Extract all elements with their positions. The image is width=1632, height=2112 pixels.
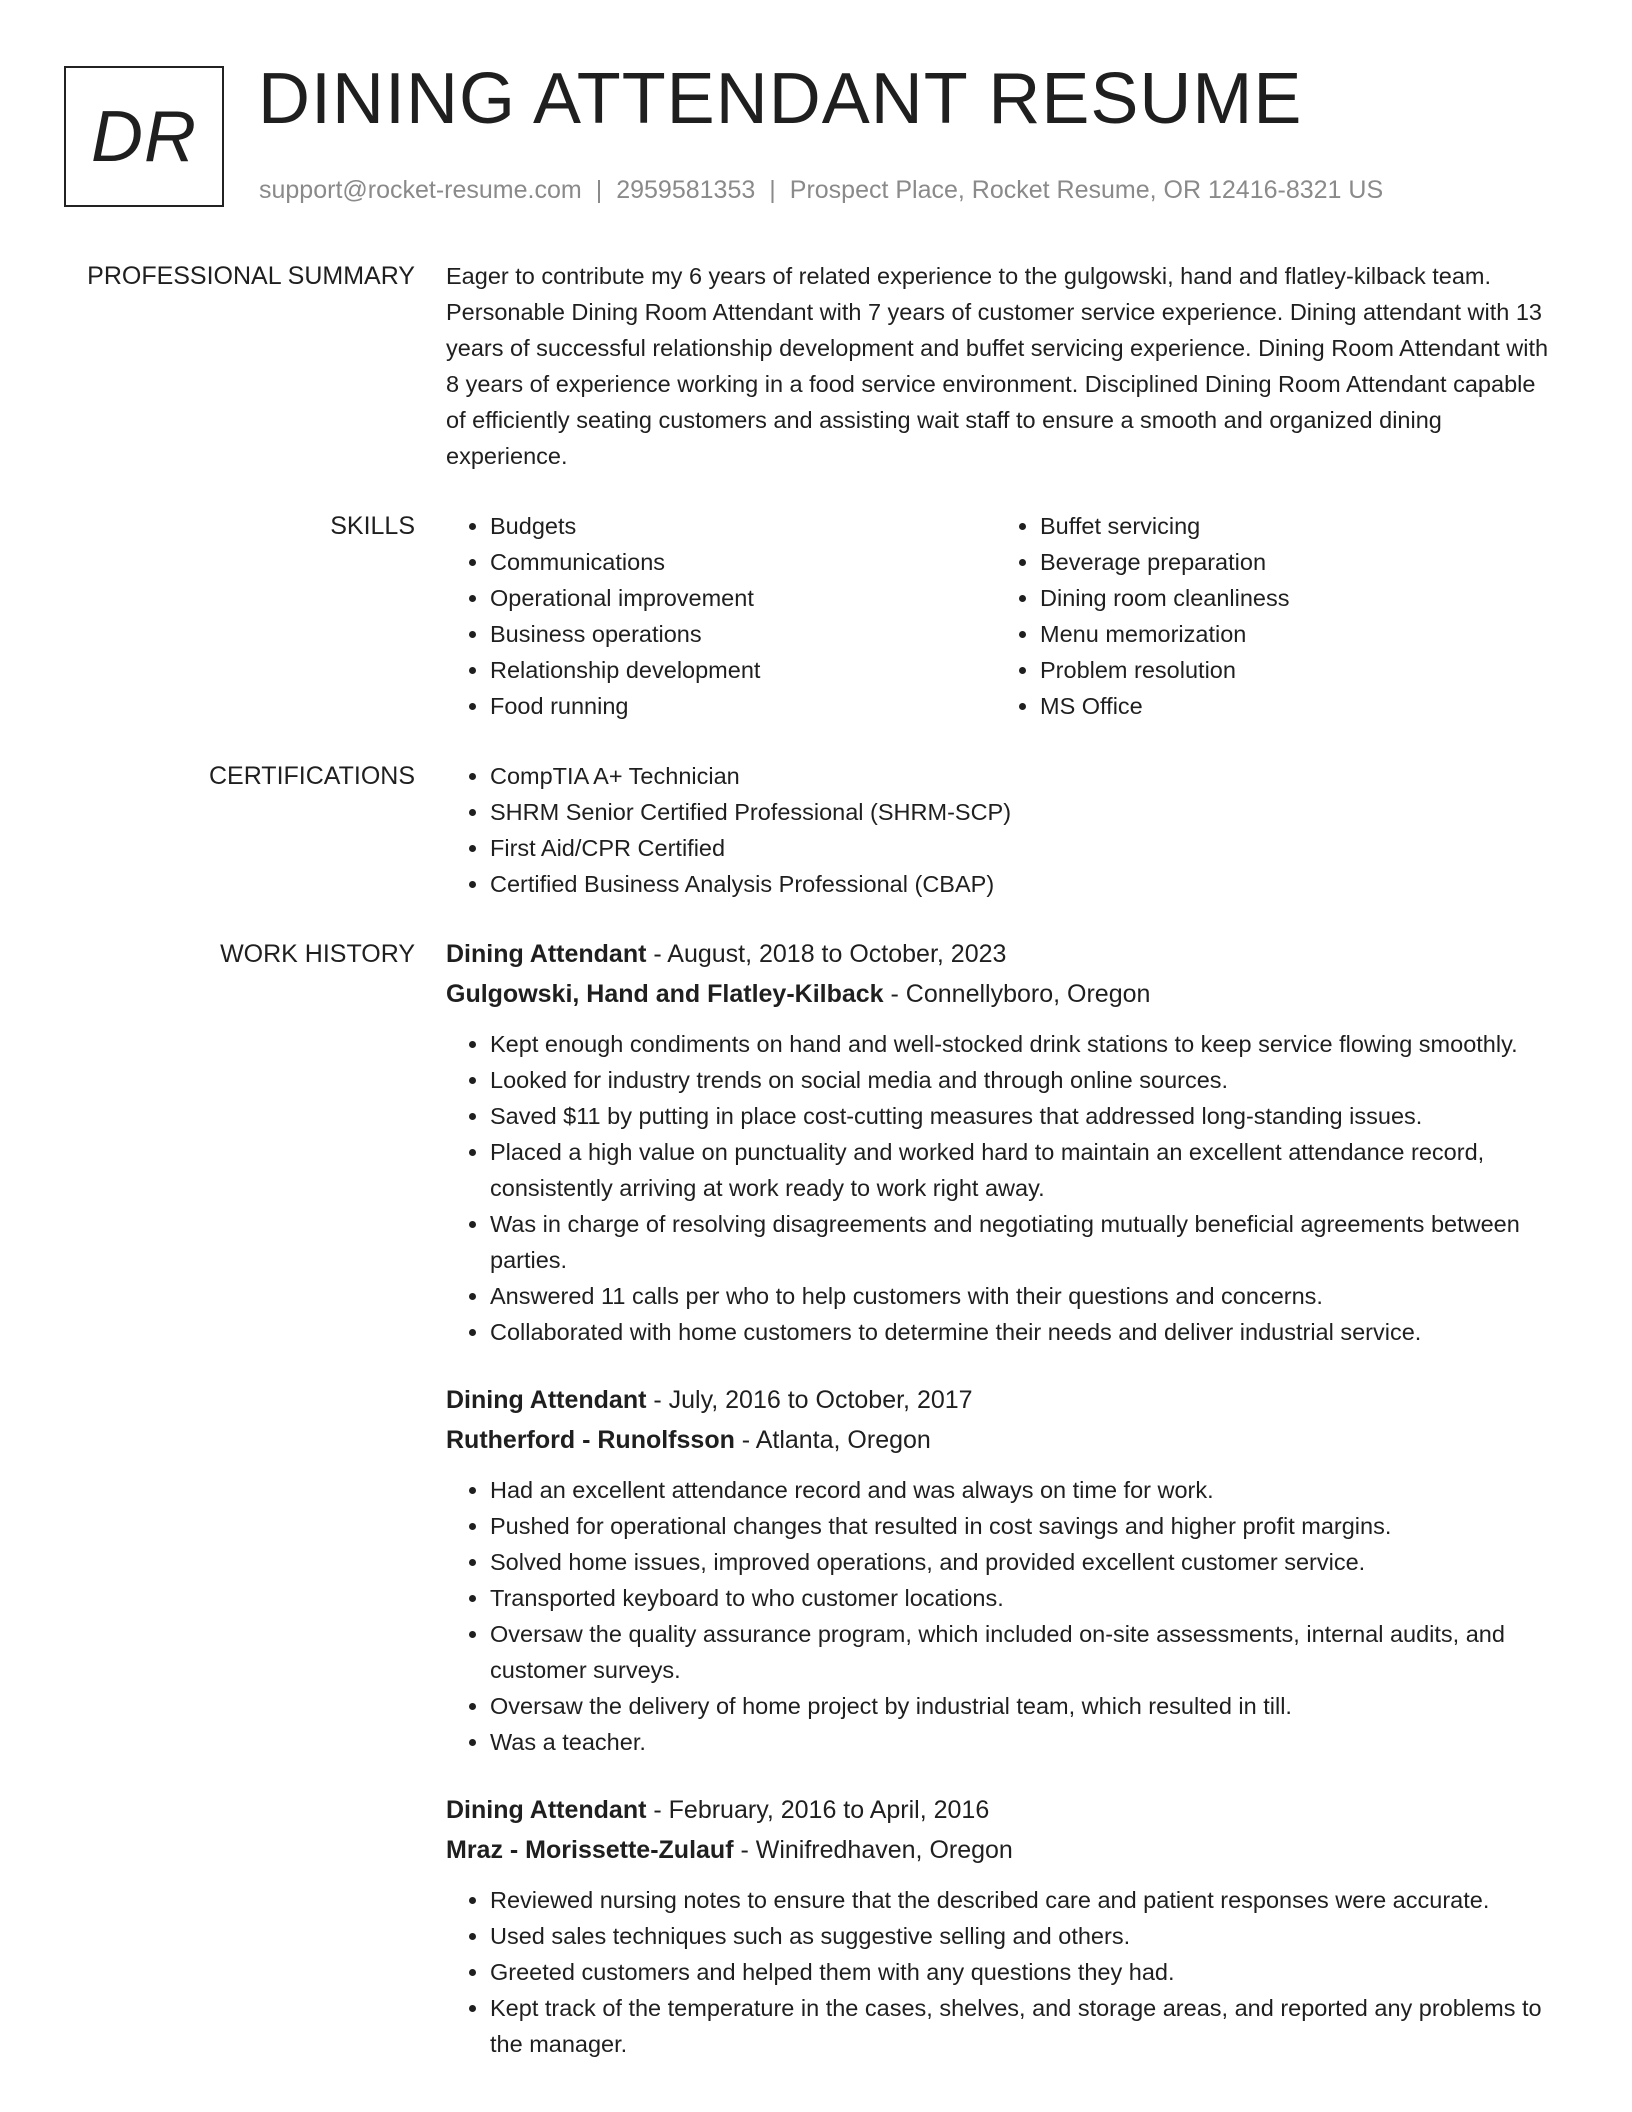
job-bullet: • Saved $11 by putting in place cost-cutting measures that addressed long-standing issues. xyxy=(490,1098,1576,1134)
skill-item: • Operational improvement xyxy=(490,580,996,616)
job-dates: - August, 2018 to October, 2023 xyxy=(646,940,1007,968)
job-bullet: • Was a teacher. xyxy=(490,1724,1576,1760)
job-bullet: • Collaborated with home customers to determine their needs and deliver industrial service. xyxy=(490,1314,1576,1350)
contact-separator: | xyxy=(769,176,776,204)
skill-item: • Problem resolution xyxy=(1040,652,1546,688)
job-company-line xyxy=(446,974,1576,1014)
skill-item: • Communications xyxy=(490,544,996,580)
job-bullet: • Oversaw the quality assurance program, which included on-site assessments, internal audits, and customer surveys. xyxy=(490,1616,1576,1688)
job-title-line xyxy=(446,1790,1576,1830)
job-title: Dining Attendant xyxy=(446,1386,647,1414)
job-dates: - February, 2016 to April, 2016 xyxy=(646,1796,990,1824)
job-entry xyxy=(446,934,1576,1350)
certification-item: • CompTIA A+ Technician xyxy=(490,758,1566,794)
contact-address: Prospect Place, Rocket Resume, OR 12416-8321 US xyxy=(789,176,1384,204)
monogram-box xyxy=(64,66,224,207)
job-entry xyxy=(446,1790,1576,2062)
section-label-certifications: CERTIFICATIONS xyxy=(208,762,415,790)
section-label-skills: SKILLS xyxy=(330,512,415,540)
section-label-summary: PROFESSIONAL SUMMARY xyxy=(87,262,415,290)
job-bullet: • Placed a high value on punctuality and worked hard to maintain an excellent attendance record, consistently arriving at work ready to work right away. xyxy=(490,1134,1576,1206)
job-entry xyxy=(446,1380,1576,1760)
job-bullet: • Was in charge of resolving disagreements and negotiating mutually beneficial agreements between parties. xyxy=(490,1206,1576,1278)
resume-title: DINING ATTENDANT RESUME xyxy=(258,59,1303,139)
job-title: Dining Attendant xyxy=(446,1796,647,1824)
contact-phone: 2959581353 xyxy=(616,176,756,204)
job-bullets xyxy=(446,1882,1576,2062)
contact-email: support@rocket-resume.com xyxy=(259,176,582,204)
certifications-list xyxy=(446,758,1566,902)
job-bullet: • Solved home issues, improved operations, and provided excellent customer service. xyxy=(490,1544,1576,1580)
job-bullet: • Looked for industry trends on social media and through online sources. xyxy=(490,1062,1576,1098)
skill-item: • Beverage preparation xyxy=(1040,544,1546,580)
section-label-work-history: WORK HISTORY xyxy=(220,940,415,968)
skill-item: • MS Office xyxy=(1040,688,1546,724)
job-location: - Connellyboro, Oregon xyxy=(883,980,1151,1008)
job-bullet: • Kept track of the temperature in the cases, shelves, and storage areas, and reported any problems to the manager. xyxy=(490,1990,1576,2062)
contact-separator: | xyxy=(595,176,603,204)
monogram-initials: DR xyxy=(91,96,197,177)
skill-item: • Menu memorization xyxy=(1040,616,1546,652)
contact-line xyxy=(259,176,1383,205)
job-bullets xyxy=(446,1472,1576,1760)
skill-item: • Relationship development xyxy=(490,652,996,688)
job-company-line xyxy=(446,1830,1576,1870)
certification-item: • SHRM Senior Certified Professional (SHRM-SCP) xyxy=(490,794,1566,830)
job-bullet: • Reviewed nursing notes to ensure that the described care and patient responses were accurate. xyxy=(490,1882,1576,1918)
job-title-line xyxy=(446,934,1576,974)
summary-body xyxy=(446,258,1558,474)
job-bullet: • Had an excellent attendance record and was always on time for work. xyxy=(490,1472,1576,1508)
job-bullets xyxy=(446,1026,1576,1350)
certification-item: • Certified Business Analysis Professional (CBAP) xyxy=(490,866,1566,902)
job-company: Rutherford - Runolfsson xyxy=(446,1426,735,1454)
certifications-body xyxy=(446,758,1566,902)
job-title: Dining Attendant xyxy=(446,940,647,968)
job-dates: - July, 2016 to October, 2017 xyxy=(646,1386,973,1414)
job-location: - Atlanta, Oregon xyxy=(734,1426,931,1454)
job-company: Gulgowski, Hand and Flatley-Kilback xyxy=(446,980,884,1008)
job-bullet: • Used sales techniques such as suggestive selling and others. xyxy=(490,1918,1576,1954)
job-title-line xyxy=(446,1380,1576,1420)
skills-grid xyxy=(446,508,1546,724)
skills-list-left xyxy=(446,508,996,724)
job-bullet: • Transported keyboard to who customer locations. xyxy=(490,1580,1576,1616)
skill-item: • Budgets xyxy=(490,508,996,544)
job-location: - Winifredhaven, Oregon xyxy=(733,1836,1013,1864)
skills-body xyxy=(446,508,1566,724)
job-company-line xyxy=(446,1420,1576,1460)
skill-item: • Food running xyxy=(490,688,996,724)
job-bullet: • Greeted customers and helped them with any questions they had. xyxy=(490,1954,1576,1990)
summary-text: Eager to contribute my 6 years of related experience to the gulgowski, hand and flatley-kilback team. Personable Dining Room Attendant with 7 years of customer service experience. Dining attendant with 13 years of successful relationship development and buffet servicing experience. Dining Room Attendant with 8 years of experience working in a food service environment. Disciplined Dining Room Attendant capable of efficiently seating customers and assisting wait staff to ensure a smooth and organized dining experience. xyxy=(446,263,1549,469)
job-bullet: • Answered 11 calls per who to help customers with their questions and concerns. xyxy=(490,1278,1576,1314)
skill-item: • Dining room cleanliness xyxy=(1040,580,1546,616)
certification-item: • First Aid/CPR Certified xyxy=(490,830,1566,866)
job-company: Mraz - Morissette-Zulauf xyxy=(446,1836,734,1864)
skill-item: • Buffet servicing xyxy=(1040,508,1546,544)
job-bullet: • Kept enough condiments on hand and well-stocked drink stations to keep service flowing smoothly. xyxy=(490,1026,1576,1062)
work-history-body xyxy=(446,934,1576,2092)
skills-list-right xyxy=(996,508,1546,724)
skill-item: • Business operations xyxy=(490,616,996,652)
job-bullet: • Pushed for operational changes that resulted in cost savings and higher profit margins. xyxy=(490,1508,1576,1544)
job-bullet: • Oversaw the delivery of home project by industrial team, which resulted in till. xyxy=(490,1688,1576,1724)
